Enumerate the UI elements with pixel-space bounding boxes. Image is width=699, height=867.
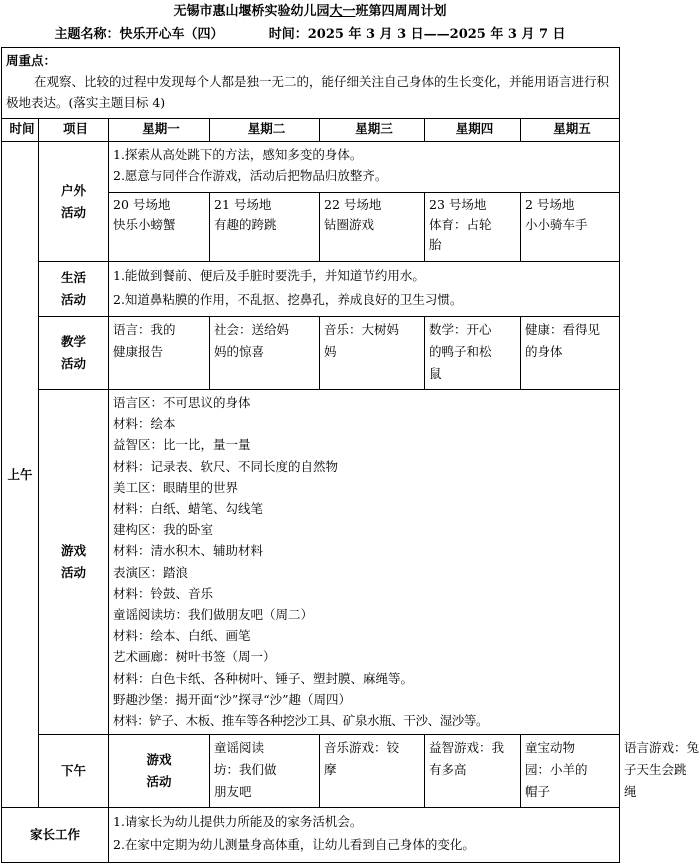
game-line: 材料：白纸、蜡笔、勾线笔 xyxy=(113,501,264,517)
life-goal: 1.能做到餐前、便后及手脏时要洗手，并知道节约用水。 xyxy=(113,268,425,283)
theme-name: 快乐开心车（四） xyxy=(119,27,224,42)
game-label: 游戏 活动 xyxy=(39,390,109,735)
title-suffix: 班第四周周计划 xyxy=(355,4,447,19)
afternoon-tuesday: 音乐游戏：铰 摩 xyxy=(320,735,425,808)
focus-row xyxy=(2,48,620,119)
game-line: 童谣阅读坊：我们做朋友吧（周二） xyxy=(113,607,314,623)
focus-label: 周重点： xyxy=(6,53,57,68)
outdoor-thursday: 23 号场地 体育：占轮 胎 xyxy=(425,193,521,262)
weekly-plan-table xyxy=(1,47,699,863)
parents-work xyxy=(109,808,620,863)
time-range: 2025 年 3 月 3 日——2025 年 3 月 7 日 xyxy=(307,27,566,42)
outdoor-wednesday: 22 号场地 钻圈游戏 xyxy=(320,193,425,262)
header-wednesday: 星期三 xyxy=(320,119,425,142)
header-friday: 星期五 xyxy=(521,119,620,142)
game-line: 语言区：不可思议的身体 xyxy=(113,395,251,410)
game-areas xyxy=(109,390,620,735)
parents-label: 家长工作 xyxy=(2,808,109,863)
game-line: 材料：绘本 xyxy=(113,416,176,432)
afternoon-label: 下午 xyxy=(39,735,109,808)
game-row xyxy=(2,390,620,735)
time-label: 时间： xyxy=(268,27,308,42)
teaching-tuesday: 社会：送给妈 妈的惊喜 xyxy=(210,317,320,390)
afternoon-monday: 童谣阅读 坊：我们做 朋友吧 xyxy=(210,735,320,808)
parents-line: 2.在家中定期为幼儿测量身高体重，让幼儿看到自己身体的变化。 xyxy=(113,837,475,852)
game-line: 建构区：我的卧室 xyxy=(113,522,214,538)
teaching-label: 教学 活动 xyxy=(39,317,109,390)
teaching-wednesday: 音乐：大树妈 妈 xyxy=(320,317,425,390)
outdoor-tuesday: 21 号场地 有趣的跨跳 xyxy=(210,193,320,262)
document-title xyxy=(0,3,620,20)
life-label: 生活 活动 xyxy=(39,262,109,317)
outdoor-goal: 2.愿意与同伴合作游戏，活动后把物品归放整齐。 xyxy=(113,168,388,183)
header-row xyxy=(2,119,620,142)
header-time: 时间 xyxy=(2,119,39,142)
game-line: 艺术画廊：树叶书签（周一） xyxy=(113,649,276,665)
teaching-row xyxy=(2,317,620,390)
outdoor-label: 户外 活动 xyxy=(39,142,109,262)
theme-label: 主题名称： xyxy=(54,27,120,42)
focus-text: 在观察、比较的过程中发现每个人都是独一无二的，能仔细关注自己身体的生长变化，并能用语言进行积极地表达。(落实主题目标 4) xyxy=(6,74,610,110)
game-line: 材料：记录表、软尺、不同长度的自然物 xyxy=(113,458,339,474)
afternoon-wednesday: 益智游戏：我 有多高 xyxy=(425,735,521,808)
life-goal: 2.知道鼻粘膜的作用，不乱抠、挖鼻孔，养成良好的卫生习惯。 xyxy=(113,292,463,307)
game-line: 材料：铲子、木板、推车等各种挖沙工具、矿泉水瓶、干沙、湿沙等。 xyxy=(113,713,489,729)
header-monday: 星期一 xyxy=(109,119,210,142)
header-tuesday: 星期二 xyxy=(210,119,320,142)
outdoor-monday: 20 号场地 快乐小螃蟹 xyxy=(109,193,210,262)
morning-label: 上午 xyxy=(2,142,39,808)
title-school: 无锡市惠山堰桥实验幼儿园 xyxy=(173,4,330,19)
game-line: 野趣沙堡：揭开面“沙”探寻“沙”趣（周四） xyxy=(113,691,352,707)
game-line: 材料：清水积木、辅助材料 xyxy=(113,543,264,559)
parents-row xyxy=(2,808,620,863)
teaching-friday: 健康：看得见 的身体 xyxy=(521,317,620,390)
outdoor-goals-row xyxy=(2,142,620,193)
teaching-thursday: 数学：开心 的鸭子和松 鼠 xyxy=(425,317,521,390)
outdoor-friday: 2 号场地 小小骑车手 xyxy=(521,193,620,262)
game-line: 材料：白色卡纸、各种树叶、锤子、塑封膜、麻绳等。 xyxy=(113,670,414,686)
header-thursday: 星期四 xyxy=(425,119,521,142)
afternoon-thursday: 童宝动物 园：小羊的 帽子 xyxy=(521,735,620,808)
outdoor-goals xyxy=(109,142,620,193)
game-line: 美工区：眼睛里的世界 xyxy=(113,479,239,495)
parents-line: 1.请家长为幼儿提供力所能及的家务活机会。 xyxy=(113,814,363,829)
life-goals xyxy=(109,262,620,317)
document-subtitle xyxy=(0,26,620,43)
game-line: 益智区：比一比，量一量 xyxy=(113,437,251,453)
title-class: 大一 xyxy=(329,4,356,19)
header-item: 项目 xyxy=(39,119,109,142)
game-line: 材料：铃鼓、音乐 xyxy=(113,585,214,601)
afternoon-game-label: 游戏 活动 xyxy=(109,735,210,808)
teaching-monday: 语言：我的 健康报告 xyxy=(109,317,210,390)
game-line: 材料：绘本、白纸、画笔 xyxy=(113,628,251,644)
game-line: 表演区：踏浪 xyxy=(113,564,189,580)
outdoor-goal: 1.探索从高处跳下的方法，感知多变的身体。 xyxy=(113,147,363,162)
life-row xyxy=(2,262,620,317)
afternoon-row: 下午 游戏 活动 童谣阅读 坊：我们做 朋友吧 音乐游戏：铰 摩 益智游戏：我 有多高 童宝动物 园：小羊的 帽子 语言游戏：兔 子天生会跳 绳 xyxy=(2,735,620,808)
